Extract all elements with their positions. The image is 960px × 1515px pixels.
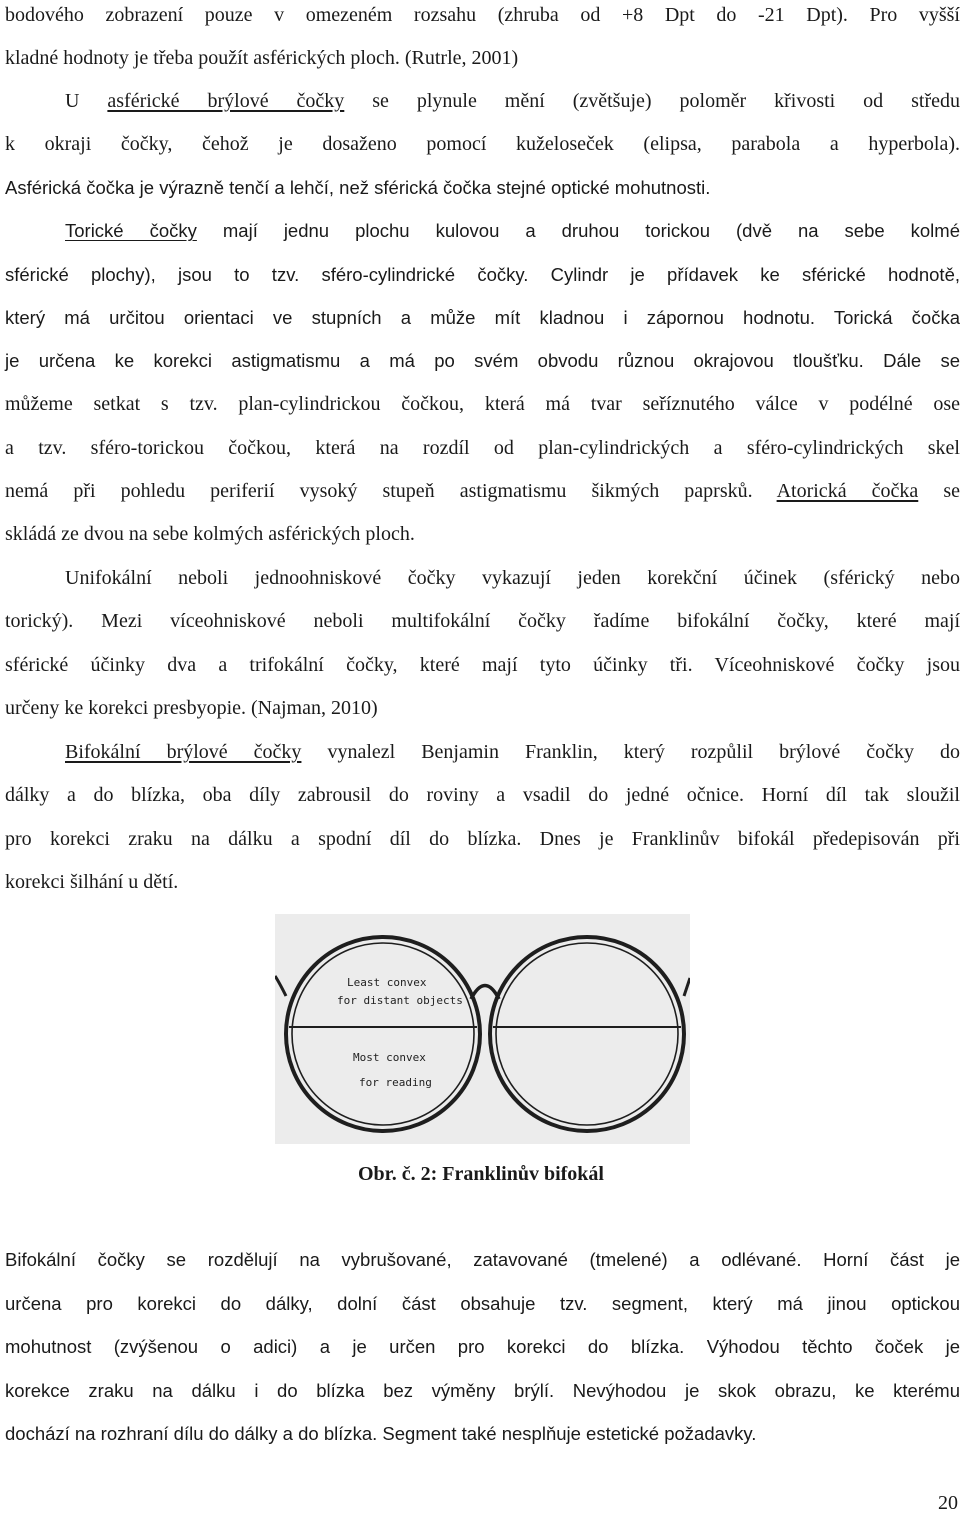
text-line: skládá ze dvou na sebe kolmých asférických ploch. (5, 523, 415, 545)
right-lens-inner-rim (496, 943, 678, 1125)
text-line: Asférická čočka je výrazně tenčí a lehčí, než sférická čočka stejné optické mohutnosti. (5, 177, 711, 198)
term-atoricka-cocka: Atorická čočka (776, 480, 919, 502)
text-line: určena pro korekci do dálky, dolní část obsahuje tzv. segment, který má jinou optickou (5, 1293, 960, 1314)
text-span: nemá při pohledu periferií vysoký stupeň astigmatismu šikmých paprsků. (5, 480, 777, 502)
text-line (5, 479, 960, 503)
label-for-distant-objects: for distant objects (337, 994, 463, 1007)
text-line: který má určitou orientaci ve stupních a může mít kladnou i zápornou hodnotu. Torická čočka (5, 307, 960, 328)
right-lens (490, 937, 684, 1131)
term-asfericke-bryle-cocky: asférické brýlové čočky (107, 90, 345, 112)
label-for-reading: for reading (359, 1076, 432, 1089)
text-line: bodového zobrazení pouze v omezeném rozsahu (zhruba od +8 Dpt do -21 Dpt). Pro vyšší (5, 4, 960, 26)
text-span: mají jednu plochu kulovou a druhou torickou (dvě na sebe kolmé (196, 220, 960, 241)
text-line: Bifokální čočky se rozdělují na vybrušované, zatavované (tmelené) a odlévané. Horní část je (5, 1249, 960, 1270)
term-toricke-cocky: Torické čočky (65, 220, 197, 241)
left-temple (275, 976, 286, 996)
right-temple (684, 978, 690, 996)
term-bifokalni-bryle-cocky: Bifokální brýlové čočky (65, 741, 302, 763)
text-span: vynalezl Benjamin Franklin, který rozpůlil brýlové čočky do (301, 741, 960, 763)
text-line: je určena ke korekci astigmatismu a má po svém obvodu různou okrajovou tloušťku. Dále se (5, 350, 960, 371)
left-lens (286, 937, 480, 1131)
text-line: korekci šilhání u dětí. (5, 871, 179, 893)
text-line: k okraji čočky, čehož je dosaženo pomocí kuželoseček (elipsa, parabola a hyperbola). (5, 133, 960, 155)
text-span: se plynule mění (zvětšuje) poloměr křivosti od středu (344, 90, 960, 112)
page-number: 20 (938, 1492, 958, 1514)
text-span: U (65, 90, 108, 112)
text-line: mohutnost (zvýšenou o adici) a je určen pro korekci do blízka. Výhodou těchto čoček je (5, 1336, 960, 1357)
text-line: kladné hodnoty je třeba použít asférických ploch. (Rutrle, 2001) (5, 47, 519, 69)
text-line: a tzv. sféro-torickou čočkou, která na rozdíl od plan-cylindrických a sféro-cylindrických skel (5, 437, 960, 459)
text-line: můžeme setkat s tzv. plan-cylindrickou čočkou, která má tvar seříznutého válce v podélné ose (5, 393, 960, 415)
bridge (471, 986, 499, 1000)
text-line (65, 89, 960, 113)
text-line (65, 219, 960, 243)
text-line: určeny ke korekci presbyopie. (Najman, 2010) (5, 697, 378, 719)
label-most-convex: Most convex (353, 1051, 426, 1064)
text-line: sférické plochy), jsou to tzv. sféro-cylindrické čočky. Cylindr je přídavek ke sférické hodnotě, (5, 264, 960, 285)
text-line: dochází na rozhraní dílu do dálky a do blízka. Segment také nesplňuje estetické požadavky. (5, 1423, 757, 1444)
text-line: torický). Mezi víceohniskové neboli multifokální čočky řadíme bifokální čočky, které mají (5, 610, 960, 632)
franklin-bifocal-figure (275, 914, 690, 1144)
text-span: se (918, 480, 960, 502)
text-line: Unifokální neboli jednoohniskové čočky vykazují jeden korekční účinek (sférický nebo (65, 567, 960, 589)
label-least-convex: Least convex (347, 976, 427, 989)
text-line: pro korekci zraku na dálku a spodní díl do blízka. Dnes je Franklinův bifokál předepisován při (5, 828, 960, 850)
text-line: korekce zraku na dálku i do blízka bez výměny brýlí. Nevýhodou je skok obrazu, ke kterému (5, 1380, 960, 1401)
text-line: dálky a do blízka, oba díly zabrousil do roviny a vsadil do jedné očnice. Horní díl tak sloužil (5, 784, 960, 806)
left-lens-inner-rim (292, 943, 474, 1125)
figure-caption: Obr. č. 2: Franklinův bifokál (358, 1163, 604, 1185)
text-line: sférické účinky dva a trifokální čočky, které mají tyto účinky tři. Víceohniskové čočky jsou (5, 654, 960, 676)
bifocal-glasses-illustration (275, 914, 690, 1144)
text-line (65, 740, 960, 764)
